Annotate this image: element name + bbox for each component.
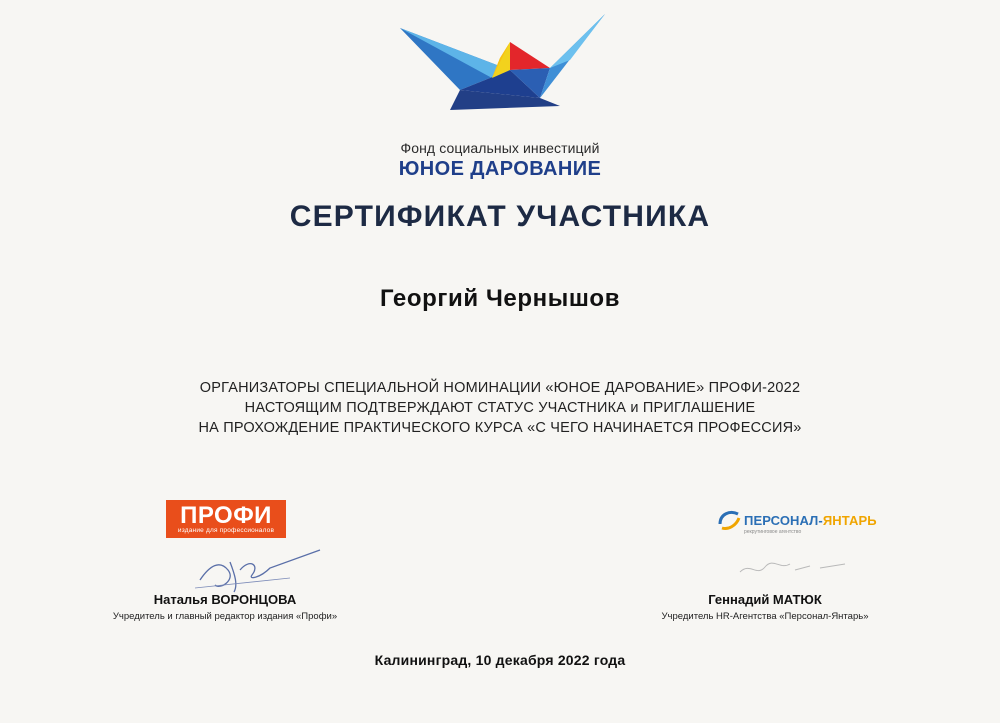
certificate-title: СЕРТИФИКАТ УЧАСТНИКА [289,200,711,233]
profi-logo-word: ПРОФИ [180,502,272,529]
recipient-name: Георгий Чернышов [379,285,621,312]
globe-icon [716,508,742,534]
right-signer-role: Учредитель HR-Агентства «Персонал-Янтарь» [661,611,869,622]
body-line: ОРГАНИЗАТОРЫ СПЕЦИАЛЬНОЙ НОМИНАЦИИ «ЮНОЕ ДАРОВАНИЕ» ПРОФИ-2022 [199,380,801,396]
right-signature [735,552,855,582]
personal-yantar-logo [716,508,877,536]
personal-yantar-word-part2: ЯНТАРЬ [822,513,877,528]
certificate-body [0,378,1000,438]
body-line: НА ПРОХОЖДЕНИЕ ПРАКТИЧЕСКОГО КУРСА «С ЧЕГО НАЧИНАЕТСЯ ПРОФЕССИЯ» [198,420,802,436]
right-signer-name: Геннадий МАТЮК [708,592,822,607]
left-signer-role: Учредитель и главный редактор издания «Профи» [112,611,338,622]
fund-caption: Фонд социальных инвестиций [400,140,600,156]
fund-name: ЮНОЕ ДАРОВАНИЕ [398,158,602,180]
personal-yantar-word-part1: ПЕРСОНАЛ- [744,513,823,528]
left-signature [190,540,330,595]
body-line: НАСТОЯЩИМ ПОДТВЕРЖДАЮТ СТАТУС УЧАСТНИКА и ПРИГЛАШЕНИЕ [244,400,756,416]
paper-boat-emblem [400,10,610,120]
profi-logo [166,500,286,538]
personal-yantar-word [744,513,877,528]
profi-logo-tagline: издание для профессионалов [177,527,275,534]
left-signer-name: Наталья ВОРОНЦОВА [153,592,297,607]
place-date: Калининград, 10 декабря 2022 года [374,652,626,668]
personal-yantar-subtitle: рекрутинговое агентство [744,529,802,535]
